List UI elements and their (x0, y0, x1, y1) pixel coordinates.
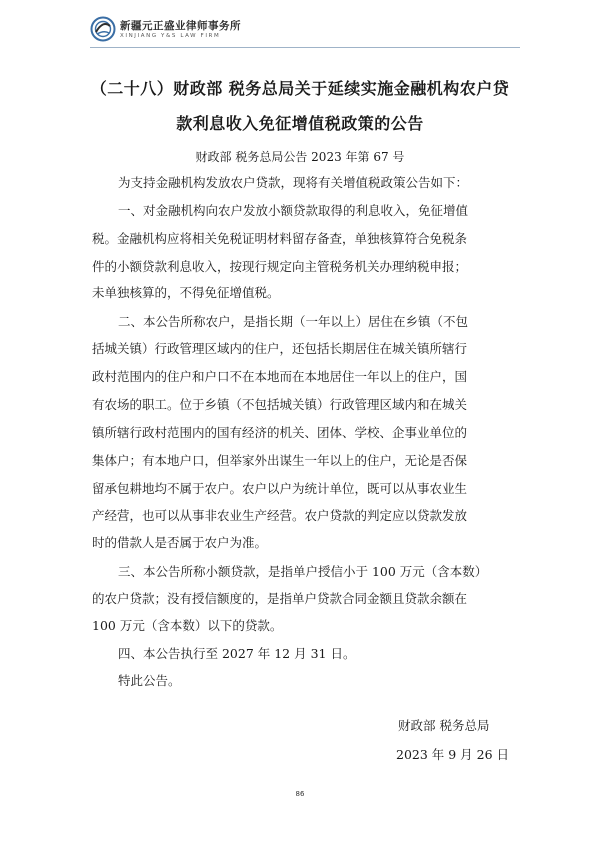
firm-name-cn: 新疆元正盛业律师事务所 (120, 20, 241, 32)
firm-logo-icon (90, 16, 116, 42)
body-line: 镇所辖行政村范围内的国有经济的机关、团体、学校、企事业单位的 (92, 425, 468, 440)
body-line: 件的小额贷款利息收入，按现行规定向主管税务机关办理纳税申报； (92, 259, 468, 274)
body-line: 的农户贷款；没有授信额度的，是指单户贷款合同金额且贷款余额在 (92, 591, 468, 606)
body-line: 有农场的职工。位于乡镇（不包括城关镇）行政管理区域内和在城关 (92, 397, 468, 412)
document-title-line-2: 款利息收入免征增值税政策的公告 (176, 114, 424, 133)
body-line: 二、本公告所称农户，是指长期（一年以上）居住在乡镇（不包 (118, 314, 469, 329)
body-line: 政村范围内的住户和户口不在本地而在本地居住一年以上的住户，国 (92, 369, 468, 384)
body-line: 100 万元（含本数）以下的贷款。 (92, 618, 283, 633)
body-line: 三、本公告所称小额贷款，是指单户授信小于 100 万元（含本数） (118, 564, 488, 579)
signature-issuers: 财政部 税务总局 (398, 718, 490, 733)
body-line: 括城关镇）行政管理区域内的住户，还包括长期居住在城关镇所辖行 (92, 341, 468, 356)
body-line: 时的借款人是否属于农户为准。 (92, 535, 268, 550)
page-number: 86 (295, 790, 305, 798)
document-title-line-1: （二十八）财政部 税务总局关于延续实施金融机构农户贷 (90, 79, 510, 98)
body-line: 留承包耕地均不属于农户。农户以户为统计单位，既可以从事农业生 (92, 481, 468, 496)
header-divider (90, 47, 520, 48)
body-line: 产经营，也可以从事非农业生产经营。农户贷款的判定应以贷款发放 (92, 508, 468, 523)
announcement-number: 财政部 税务总局公告 2023 年第 67 号 (195, 150, 405, 164)
signature-date: 2023 年 9 月 26 日 (396, 747, 510, 762)
body-line: 一、对金融机构向农户发放小额贷款取得的利息收入，免征增值 (118, 203, 469, 218)
body-line: 特此公告。 (118, 673, 181, 688)
body-line: 未单独核算的，不得免征增值税。 (92, 285, 280, 300)
body-line: 集体户；有本地户口，但举家外出谋生一年以上的住户，无论是否保 (92, 453, 468, 468)
letterhead (90, 14, 520, 48)
body-line: 为支持金融机构发放农户贷款，现将有关增值税政策公告如下： (118, 175, 469, 190)
firm-name-en: XINJIANG Y&S LAW FIRM (120, 33, 221, 39)
body-line: 四、本公告执行至 2027 年 12 月 31 日。 (118, 646, 356, 661)
body-line: 税。金融机构应将相关免税证明材料留存备查，单独核算符合免税条 (92, 231, 468, 246)
